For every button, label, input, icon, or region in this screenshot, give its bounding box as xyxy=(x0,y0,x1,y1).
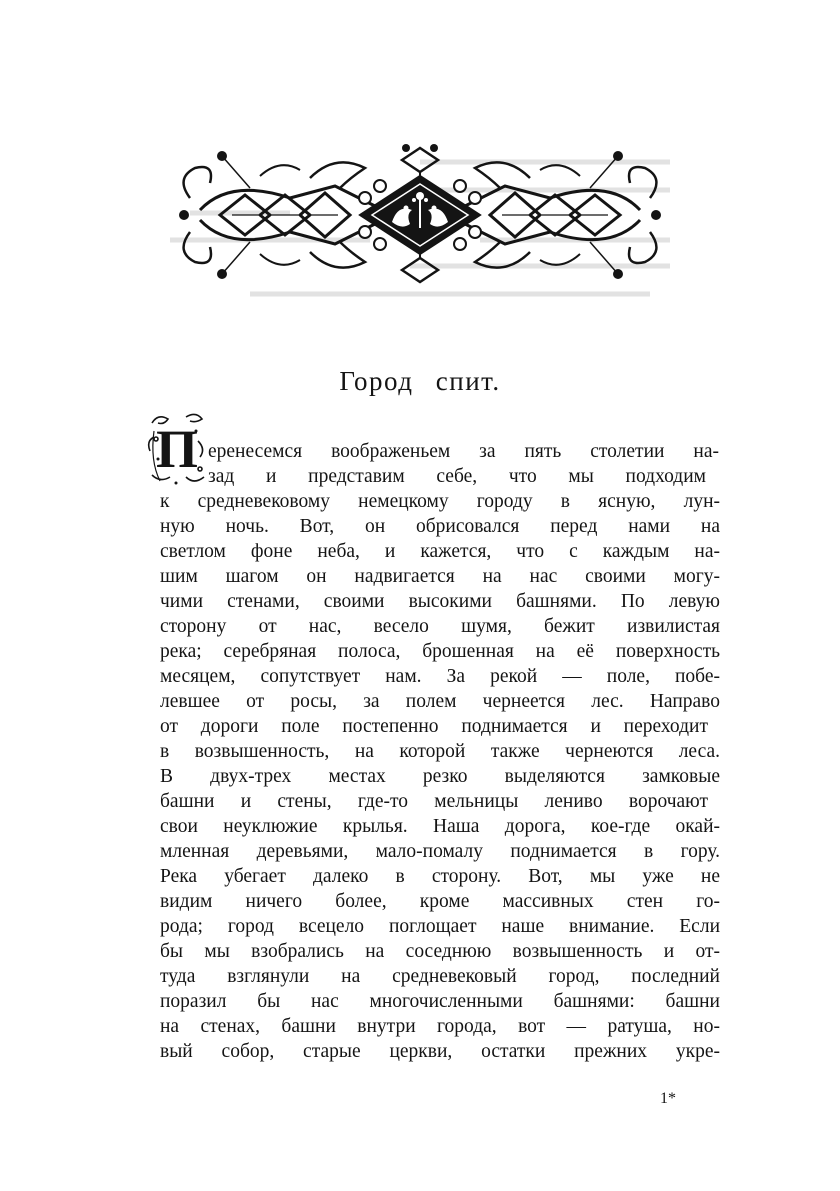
text-line-25: вый собор, старые церкви, остатки прежних укре- xyxy=(160,1041,720,1062)
text-line-12: от дороги поле постепенно поднимается и переходит xyxy=(160,716,708,737)
text-line-3: к средневековому немецкому городу в ясную, лун- xyxy=(160,491,720,512)
floral-drop-cap-icon xyxy=(146,411,208,487)
text-line-2: зад и представим себе, что мы подходим xyxy=(208,466,706,487)
text-line-15: башни и стены, где-то мельницы лениво ворочают xyxy=(160,791,708,812)
text-line-8: сторону от нас, весело шумя, бежит извилистая xyxy=(160,616,720,637)
text-line-10: месяцем, сопутствует нам. За рекой — поле, побе- xyxy=(160,666,720,687)
text-line-24: на стенах, башни внутри города, вот — ратуша, но- xyxy=(160,1016,720,1037)
ornamental-headpiece-with-birds-icon xyxy=(170,138,670,308)
text-line-18: Река убегает далеко в сторону. Вот, мы уже не xyxy=(160,866,720,887)
text-line-21: бы мы взобрались на соседнюю возвышенность и от- xyxy=(160,941,720,962)
text-line-11: левшее от росы, за полем чернеется лес. Направо xyxy=(160,691,720,712)
page-title: Город спит. xyxy=(339,366,501,396)
text-line-22: туда взглянули на средневековый город, последний xyxy=(160,966,720,987)
text-line-20: рода; город всецело поглощает наше внимание. Если xyxy=(160,916,720,937)
text-line-1: еренесемся воображеньем за пять столетии на- xyxy=(208,441,719,462)
text-line-5: светлом фоне неба, и кажется, что с каждым на- xyxy=(160,541,720,562)
text-line-4: ную ночь. Вот, он обрисовался перед нами на xyxy=(160,516,720,537)
text-line-9: река; серебряная полоса, брошенная на её поверхность xyxy=(160,641,720,662)
text-line-19: видим ничего более, кроме массивных стен го- xyxy=(160,891,720,912)
text-line-17: мленная деревьями, мало-помалу поднимается в гору. xyxy=(160,841,720,862)
text-line-7: чими стенами, своими высокими башнями. По левую xyxy=(160,591,720,612)
text-line-14: В двух-трех местах резко выделяются замковые xyxy=(160,766,720,787)
text-line-13: в возвышенность, на которой также чернеются леса. xyxy=(160,741,720,762)
text-line-16: свои неуклюжие крылья. Наша дорога, кое-где окай- xyxy=(160,816,720,837)
drop-cap-letter: П xyxy=(155,419,199,479)
text-line-23: поразил бы нас многочисленными башнями: башни xyxy=(160,991,720,1012)
page-number: 1* xyxy=(660,1090,676,1107)
text-line-6: шим шагом он надвигается на нас своими могу- xyxy=(160,566,720,587)
